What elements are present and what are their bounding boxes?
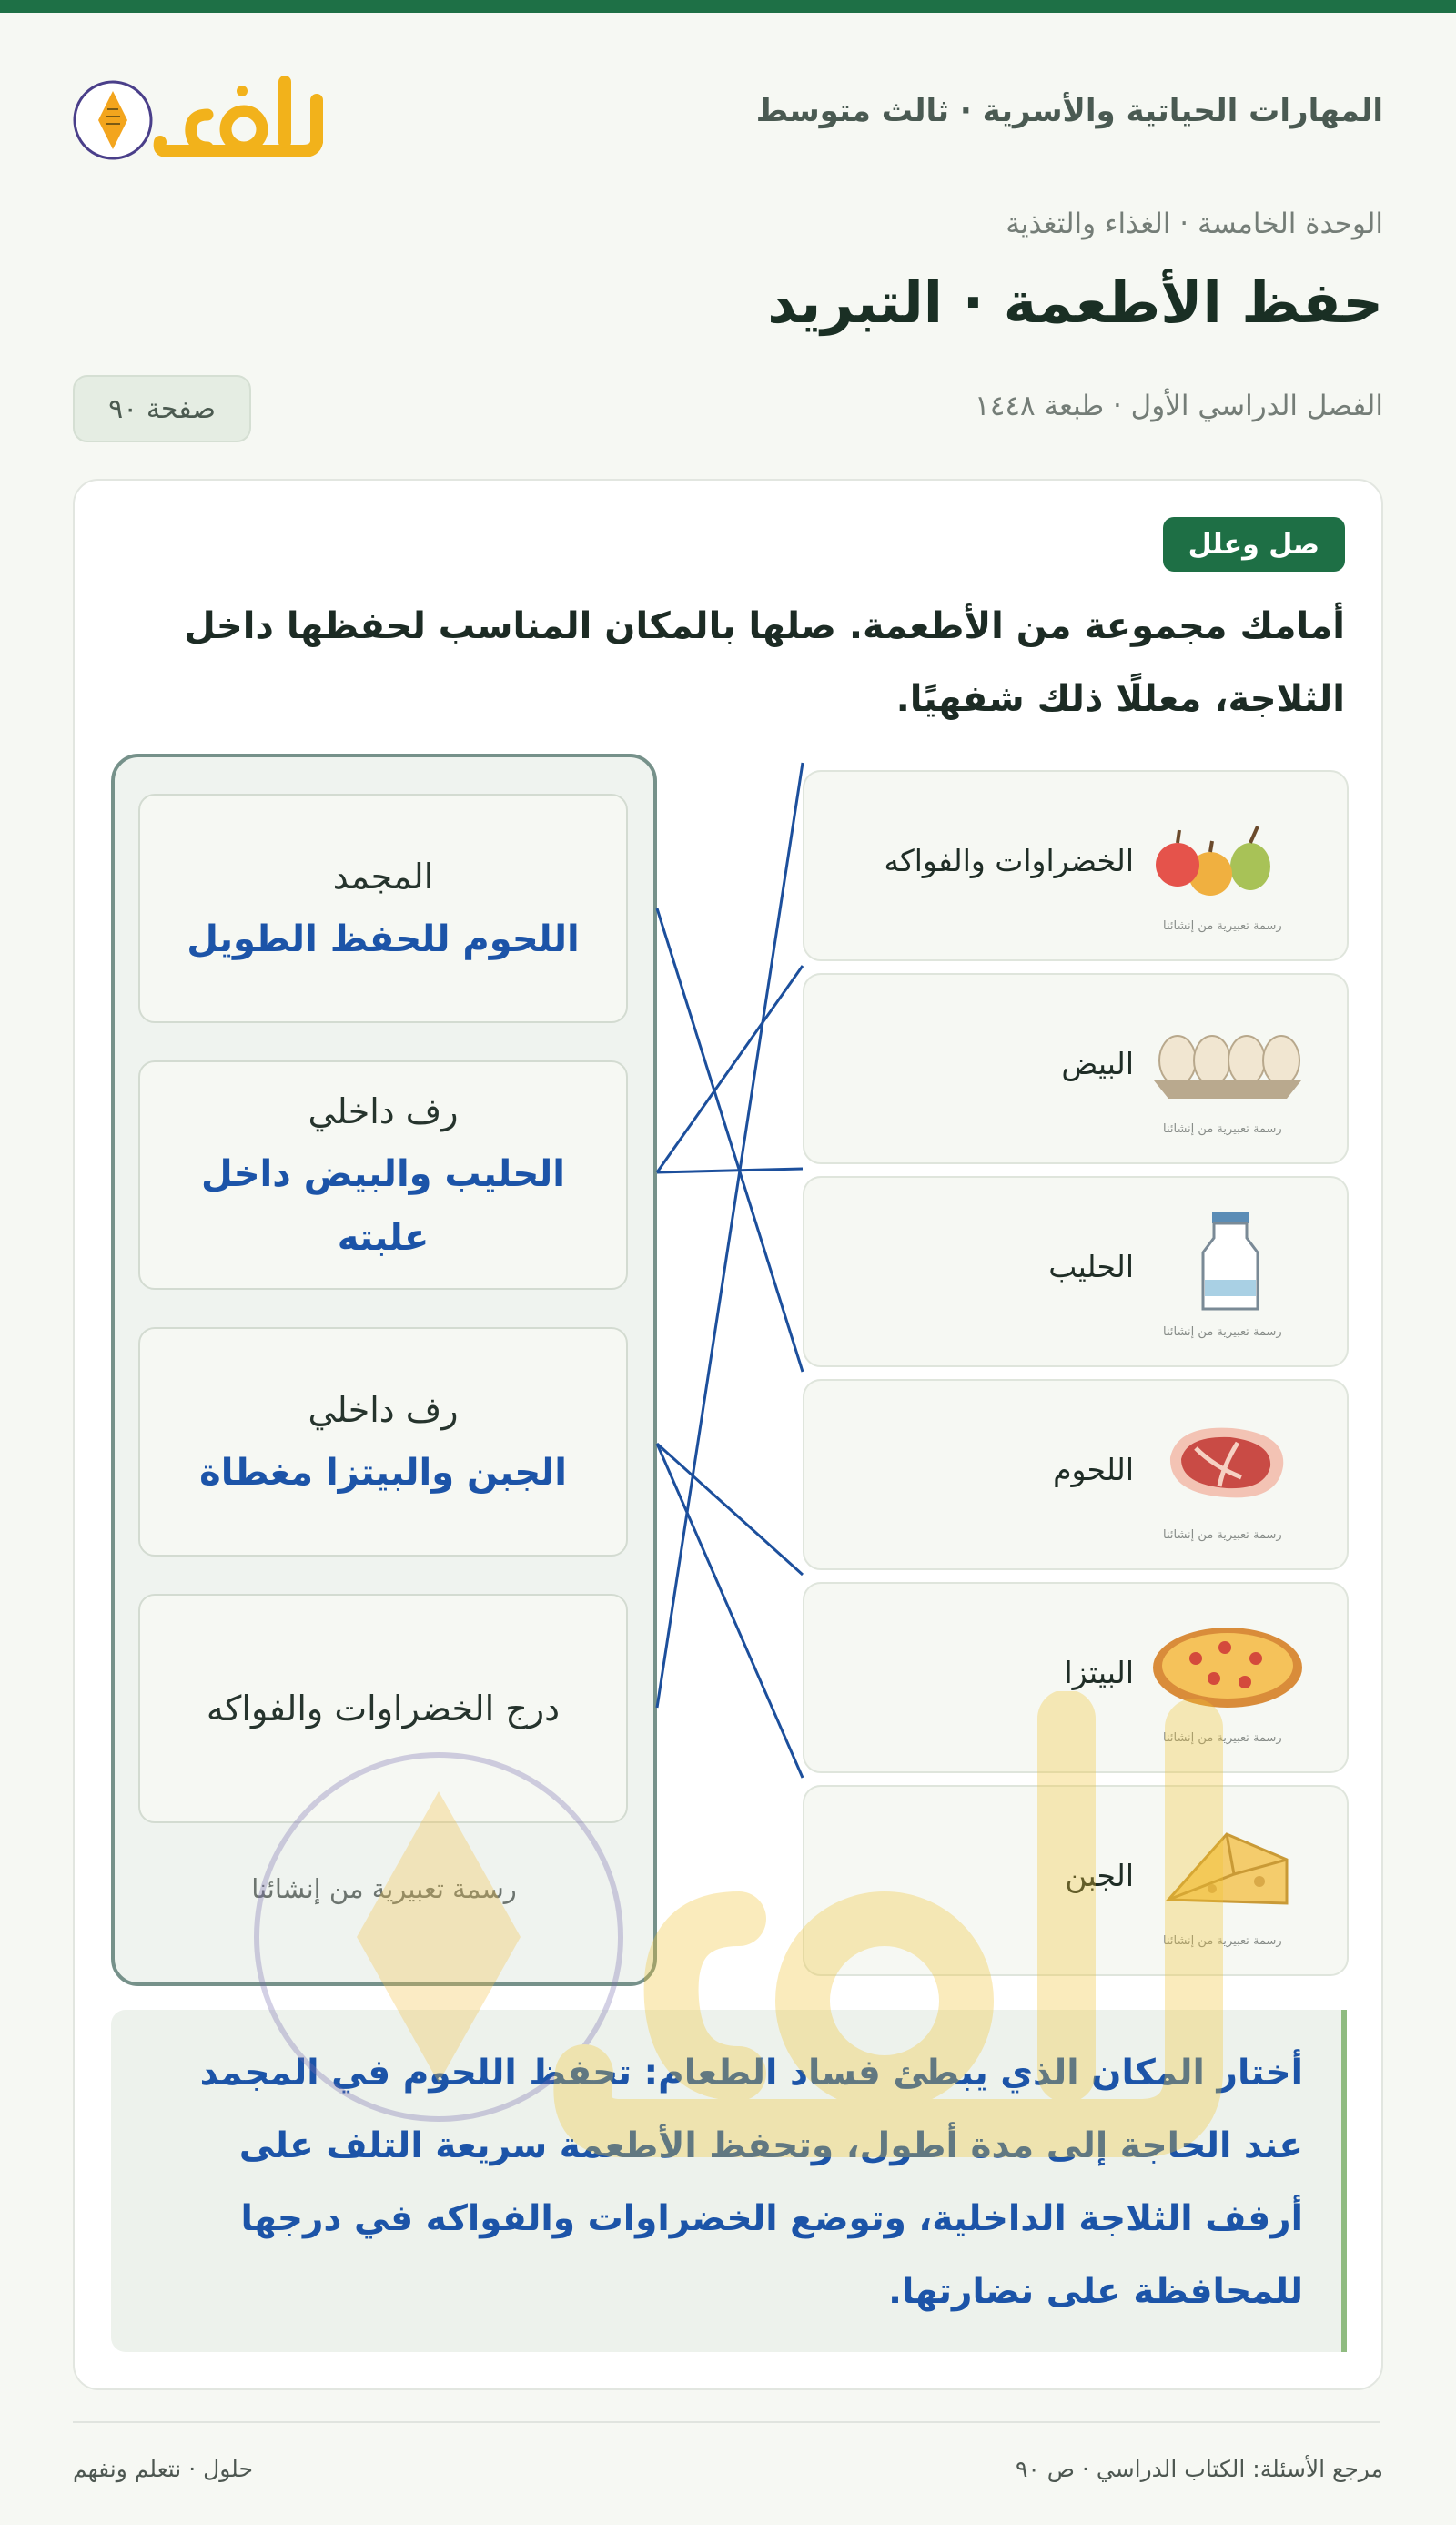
fridge-freezer[interactable] (138, 794, 628, 1023)
steak-icon (1150, 1403, 1305, 1521)
connection-line-4 (657, 1444, 803, 1575)
illustration-caption: رسمة تعبيرية من إنشائنا (1163, 1731, 1282, 1745)
illustration-caption: رسمة تعبيرية من إنشائنا (1163, 1325, 1282, 1339)
food-label: الخضراوات والفواكه (884, 843, 1134, 878)
subject-title: المهارات الحياتية والأسرية · ثالث متوسط (755, 93, 1383, 129)
question-card (73, 479, 1383, 2390)
page-number-badge: صفحة ٩٠ (73, 375, 251, 442)
food-item-vegetables[interactable] (803, 770, 1349, 961)
term-edition: الفصل الدراسي الأول · طبعة ١٤٤٨ (975, 390, 1383, 422)
shelf-answer: اللحوم للحفظ الطويل (187, 918, 580, 960)
food-label: البيض (1061, 1046, 1134, 1081)
illustration-caption: رسمة تعبيرية من إنشائنا (1163, 919, 1282, 933)
hulul-logo (71, 64, 326, 164)
question-type-tag: صل وعلل (1163, 517, 1345, 572)
eggs-icon (1150, 997, 1305, 1115)
shelf-name: رف داخلي (308, 1091, 459, 1131)
top-accent-bar (0, 0, 1456, 13)
connection-line-1 (657, 966, 803, 1172)
explanation-box (111, 2010, 1347, 2352)
food-item-milk[interactable] (803, 1176, 1349, 1367)
unit-breadcrumb: الوحدة الخامسة · الغذاء والتغذية (1006, 208, 1383, 240)
pizza-icon (1150, 1606, 1305, 1724)
footer-divider (73, 2421, 1380, 2423)
fridge-diagram (111, 754, 657, 1986)
shelf-name: المجمد (332, 857, 434, 897)
page-title: حفظ الأطعمة · التبريد (767, 269, 1383, 336)
footer-brand: حلول · نتعلم ونفهم (73, 2456, 253, 2482)
shelf-answer: الجبن والبيتزا مغطاة (199, 1452, 567, 1494)
illustration-caption: رسمة تعبيرية من إنشائنا (1163, 1528, 1282, 1542)
cheese-icon (1150, 1809, 1305, 1927)
fruit-icon (1150, 794, 1305, 912)
illustration-caption: رسمة تعبيرية من إنشائنا (1163, 1934, 1282, 1948)
fridge-crisper-drawer[interactable] (138, 1594, 628, 1823)
food-label: اللحوم (1053, 1452, 1134, 1487)
fridge-shelf-lower[interactable] (138, 1327, 628, 1557)
food-item-cheese[interactable] (803, 1785, 1349, 1976)
food-label: الجبن (1065, 1858, 1134, 1893)
illustration-caption: رسمة تعبيرية من إنشائنا (251, 1873, 517, 1904)
shelf-name: رف داخلي (308, 1390, 459, 1430)
food-item-meat[interactable] (803, 1379, 1349, 1570)
food-item-eggs[interactable] (803, 973, 1349, 1164)
question-text: أمامك مجموعة من الأطعمة. صلها بالمكان المناسب لحفظها داخل الثلاجة، معللًا ذلك شفهيًا. (184, 605, 1345, 720)
shelf-answer: الحليب والبيض داخل علبته (201, 1153, 565, 1259)
connection-line-5 (657, 1444, 803, 1778)
milk-bottle-icon (1150, 1200, 1305, 1318)
connection-line-2 (657, 1169, 803, 1172)
food-item-pizza[interactable] (803, 1582, 1349, 1773)
connection-line-0 (657, 763, 803, 1708)
explanation-text: أختار المكان الذي يبطئ فساد الطعام: تحفظ اللحوم في المجمد عند الحاجة إلى مدة أطول، وتحفظ الأطعمة سريعة التلف على أرفف الثلاجة الداخلية، وتوضع الخضراوات والفواكه في درجها للمحافظة على نضارتها. (199, 2053, 1303, 2312)
illustration-caption: رسمة تعبيرية من إنشائنا (1163, 1122, 1282, 1136)
fridge-shelf-upper[interactable] (138, 1060, 628, 1290)
connection-line-3 (657, 908, 803, 1372)
food-label: الحليب (1048, 1249, 1134, 1284)
food-label: البيتزا (1064, 1655, 1134, 1690)
footer-reference: مرجع الأسئلة: الكتاب الدراسي · ص ٩٠ (1015, 2456, 1383, 2482)
shelf-name: درج الخضراوات والفواكه (206, 1688, 561, 1729)
